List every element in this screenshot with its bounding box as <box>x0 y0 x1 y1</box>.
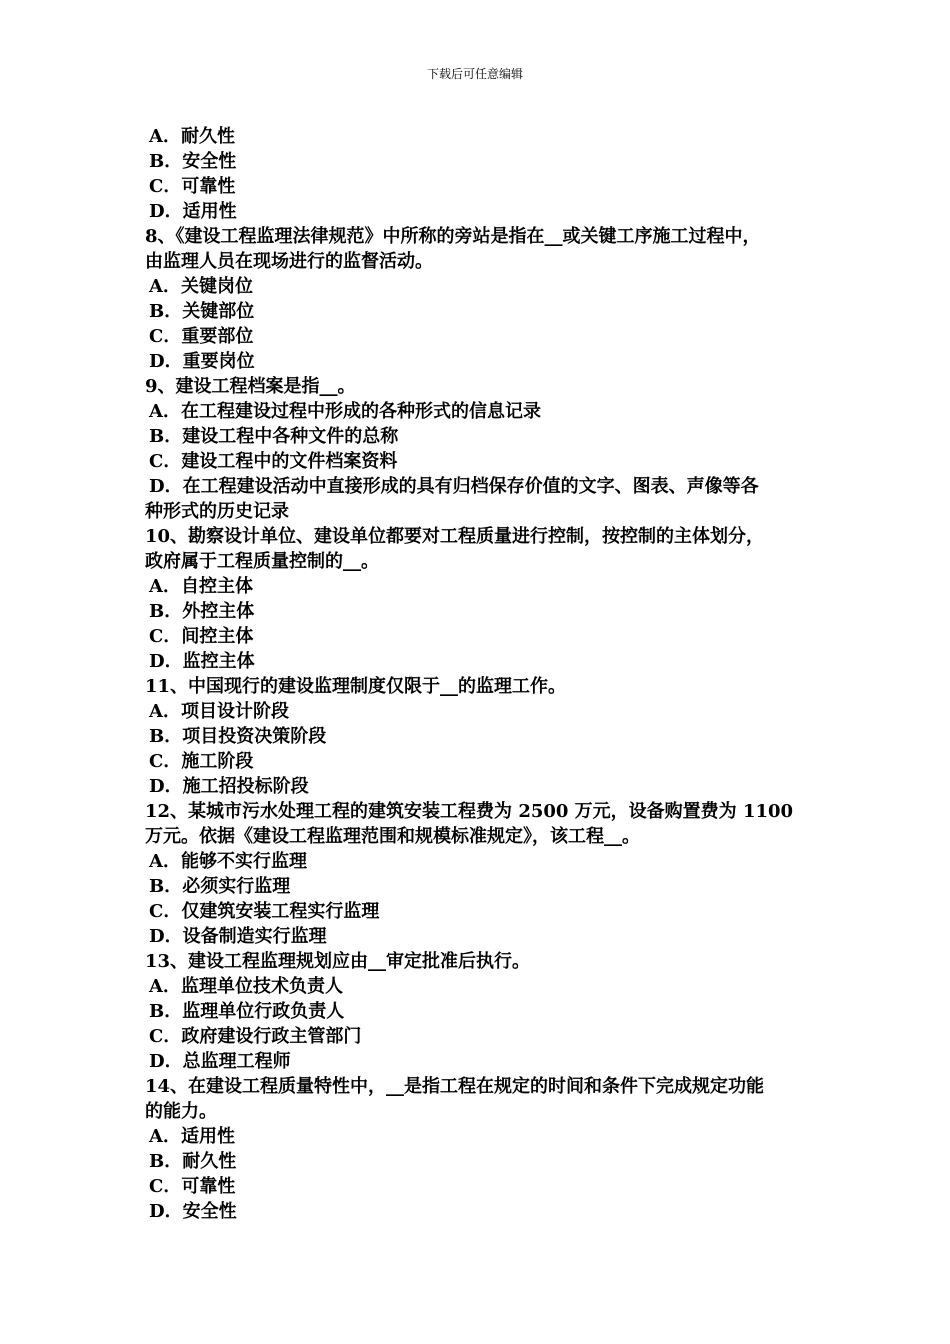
document-body <box>145 124 810 1224</box>
answer-option: D．监控主体 <box>149 651 255 672</box>
answer-option: C．间控主体 <box>149 626 254 647</box>
question-text: 13、建设工程监理规划应由__审定批准后执行。 <box>145 951 531 972</box>
answer-option: D．在工程建设活动中直接形成的具有归档保存价值的文字、图表、声像等各 <box>149 476 759 497</box>
answer-option: B．建设工程中各种文件的总称 <box>149 426 399 447</box>
answer-option: C．政府建设行政主管部门 <box>149 1026 362 1047</box>
answer-option: C．可靠性 <box>149 1176 236 1197</box>
answer-option: B．耐久性 <box>149 1151 237 1172</box>
answer-option: A．在工程建设过程中形成的各种形式的信息记录 <box>149 401 541 422</box>
question-text: 10、勘察设计单位、建设单位都要对工程质量进行控制，按控制的主体划分， <box>145 526 765 547</box>
answer-option: D．设备制造实行监理 <box>149 926 327 947</box>
answer-option: B．关键部位 <box>149 301 255 322</box>
answer-option: D．总监理工程师 <box>149 1051 291 1072</box>
answer-option: B．安全性 <box>149 151 237 172</box>
answer-option: C．仅建筑安装工程实行监理 <box>149 901 380 922</box>
answer-option: A．能够不实行监理 <box>149 851 307 872</box>
answer-option: B．项目投资决策阶段 <box>149 726 327 747</box>
answer-option: D．安全性 <box>149 1201 237 1222</box>
answer-option: C．可靠性 <box>149 176 236 197</box>
answer-option: D．重要岗位 <box>149 351 255 372</box>
question-text: 9、建设工程档案是指__。 <box>145 376 356 397</box>
answer-option: A．耐久性 <box>149 126 235 147</box>
answer-option: B．监理单位行政负责人 <box>149 1001 345 1022</box>
question-text: 8、《建设工程监理法律规范》中所称的旁站是指在__或关键工序施工过程中， <box>145 226 761 247</box>
answer-option: A．监理单位技术负责人 <box>149 976 343 997</box>
question-text: 的能力。 <box>145 1101 217 1122</box>
question-text: 由监理人员在现场进行的监督活动。 <box>145 251 433 272</box>
question-text: 14、在建设工程质量特性中，__是指工程在规定的时间和条件下完成规定功能 <box>145 1076 765 1097</box>
question-text: 万元。依据《建设工程监理范围和规模标准规定》，该工程__。 <box>145 826 640 847</box>
question-text: 11、中国现行的建设监理制度仅限于__的监理工作。 <box>145 676 567 697</box>
answer-option: D．施工招投标阶段 <box>149 776 309 797</box>
answer-option: C．建设工程中的文件档案资料 <box>149 451 398 472</box>
answer-option: A．关键岗位 <box>149 276 253 297</box>
answer-option: C．施工阶段 <box>149 751 254 772</box>
page-header: 下载后可任意编辑 <box>426 67 523 81</box>
answer-option: C．重要部位 <box>149 326 254 347</box>
answer-option: A．自控主体 <box>149 576 253 597</box>
answer-option: B．必须实行监理 <box>149 876 291 897</box>
answer-option: A．项目设计阶段 <box>149 701 289 722</box>
answer-option: D．适用性 <box>149 201 237 222</box>
question-text: 12、某城市污水处理工程的建筑安装工程费为 2500 万元，设备购置费为 1100 <box>145 801 794 822</box>
question-text: 种形式的历史记录 <box>145 501 289 522</box>
answer-option: A．适用性 <box>149 1126 235 1147</box>
answer-option: B．外控主体 <box>149 601 255 622</box>
question-text: 政府属于工程质量控制的__。 <box>145 551 379 572</box>
